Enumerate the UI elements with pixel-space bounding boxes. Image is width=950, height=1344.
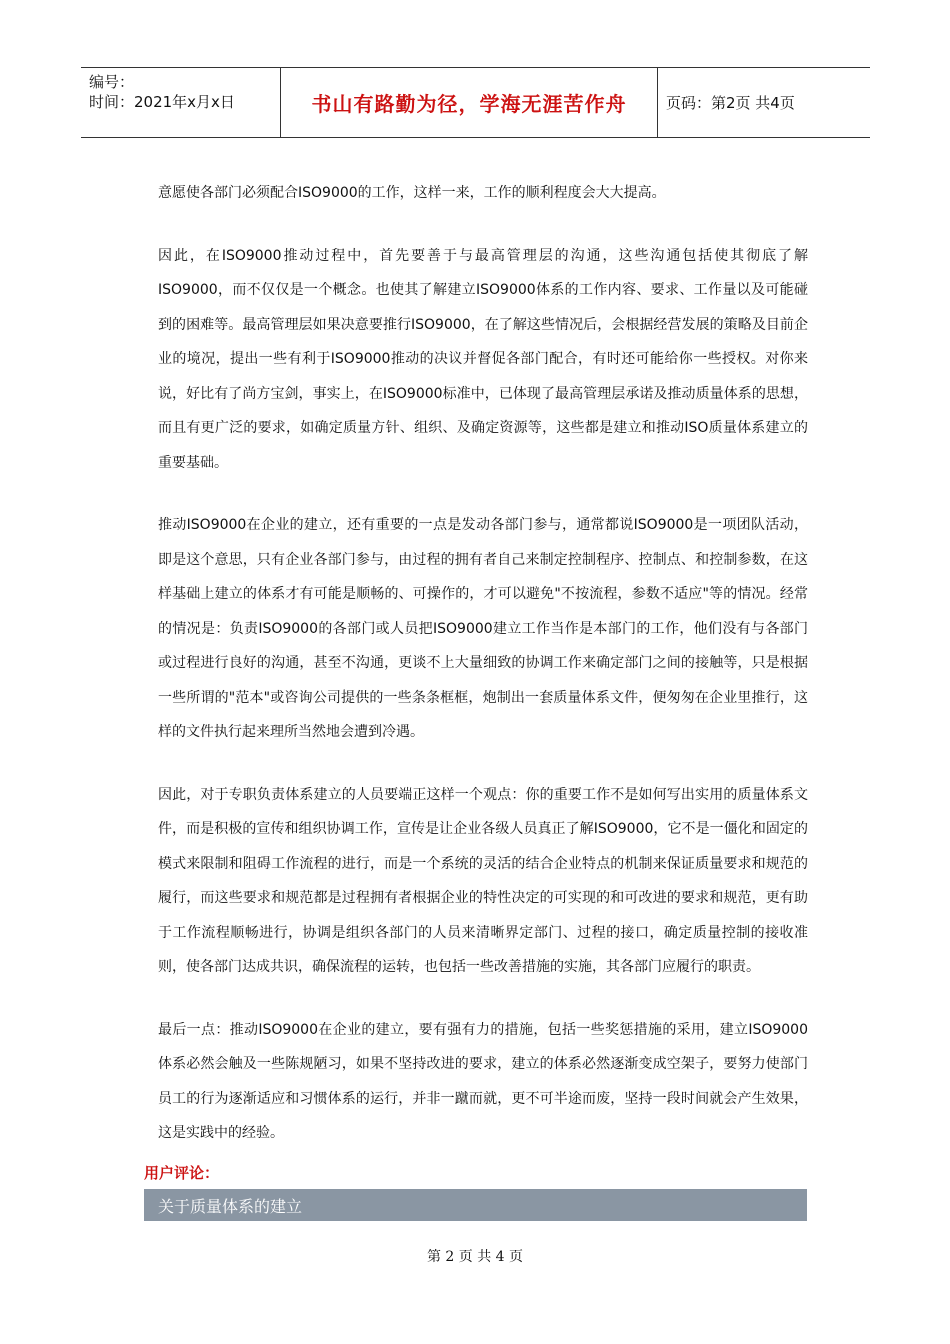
document-date-label: 时间：2021年x月x日 bbox=[89, 93, 235, 111]
document-number-label: 编号： bbox=[89, 73, 135, 91]
comment-title: 关于质量体系的建立 bbox=[158, 1196, 303, 1216]
document-body bbox=[158, 176, 808, 1179]
header-page-indicator bbox=[658, 68, 870, 137]
paragraph: 最后一点：推动ISO9000在企业的建立，要有强有力的措施，包括一些奖惩措施的采用，建立ISO9000体系必然会触及一些陈规陋习，如果不坚持改进的要求，建立的体系必然逐渐变成空架子，要努力使部门员工的行为逐渐适应和习惯体系的运行，并非一蹴而就，更不可半途而废，坚持一段时间就会产生效果，这是实践中的经验。 bbox=[158, 1021, 808, 1141]
page-indicator-text: 页码：第2页 共4页 bbox=[666, 94, 795, 112]
user-comments-label: 用户评论： bbox=[144, 1164, 220, 1182]
header-motto bbox=[281, 68, 658, 137]
paragraph: 因此，对于专职负责体系建立的人员要端正这样一个观点：你的重要工作不是如何写出实用的质量体系文件，而是积极的宣传和组织协调工作，宣传是让企业各级人员真正了解ISO9000，它不是一僵化和固定的模式来限制和阻碍工作流程的进行，而是一个系统的灵活的结合企业特点的机制来保证质量要求和规范的履行，而这些要求和规范都是过程拥有者根据企业的特性决定的可实现的和可改进的要求和规范，更有助于工作流程顺畅进行，协调是组织各部门的人员来清晰界定部门、过程的接口，确定质量控制的接收准则，使各部门达成共识，确保流程的运转，也包括一些改善措施的实施，其各部门应履行的职责。 bbox=[158, 786, 808, 975]
paragraph: 推动ISO9000在企业的建立，还有重要的一点是发动各部门参与，通常都说ISO9000是一项团队活动，即是这个意思，只有企业各部门参与，由过程的拥有者自己来制定控制程序、控制点、和控制参数，在这样基础上建立的体系才有可能是顺畅的、可操作的，才可以避免"不按流程，参数不适应"等的情况。经常的情况是：负责ISO9000的各部门或人员把ISO9000建立工作当作是本部门的工作，他们没有与各部门或过程进行良好的沟通，甚至不沟通，更谈不上大量细致的协调工作来确定部门之间的接触等，只是根据一些所谓的"范本"或咨询公司提供的一些条条框框，炮制出一套质量体系文件，便匆匆在企业里推行，这样的文件执行起来理所当然地会遭到冷遇。 bbox=[158, 517, 808, 740]
header-meta bbox=[81, 68, 281, 137]
page-header bbox=[81, 67, 870, 138]
page-footer: 第 2 页 共 4 页 bbox=[426, 1249, 524, 1265]
paragraph: 意愿使各部门必须配合ISO9000的工作，这样一来，工作的顺利程度会大大提高。 bbox=[158, 185, 666, 201]
motto-text: 书山有路勤为径，学海无涯苦作舟 bbox=[311, 92, 627, 116]
paragraph: 因此，在ISO9000推动过程中，首先要善于与最高管理层的沟通，这些沟通包括使其彻底了解ISO9000，而不仅仅是一个概念。也使其了解建立ISO9000体系的工作内容、要求、工作量以及可能碰到的困难等。最高管理层如果决意要推行ISO9000，在了解这些情况后，会根据经营发展的策略及目前企业的境况，提出一些有利于ISO9000推动的决议并督促各部门配合，有时还可能给你一些授权。对你来说，好比有了尚方宝剑，事实上，在ISO9000标准中，已体现了最高管理层承诺及推动质量体系的思想，而且有更广泛的要求，如确定质量方针、组织、及确定资源等，这些都是建立和推动ISO质量体系建立的重要基础。 bbox=[158, 247, 808, 471]
comment-title-bar[interactable] bbox=[144, 1189, 807, 1221]
